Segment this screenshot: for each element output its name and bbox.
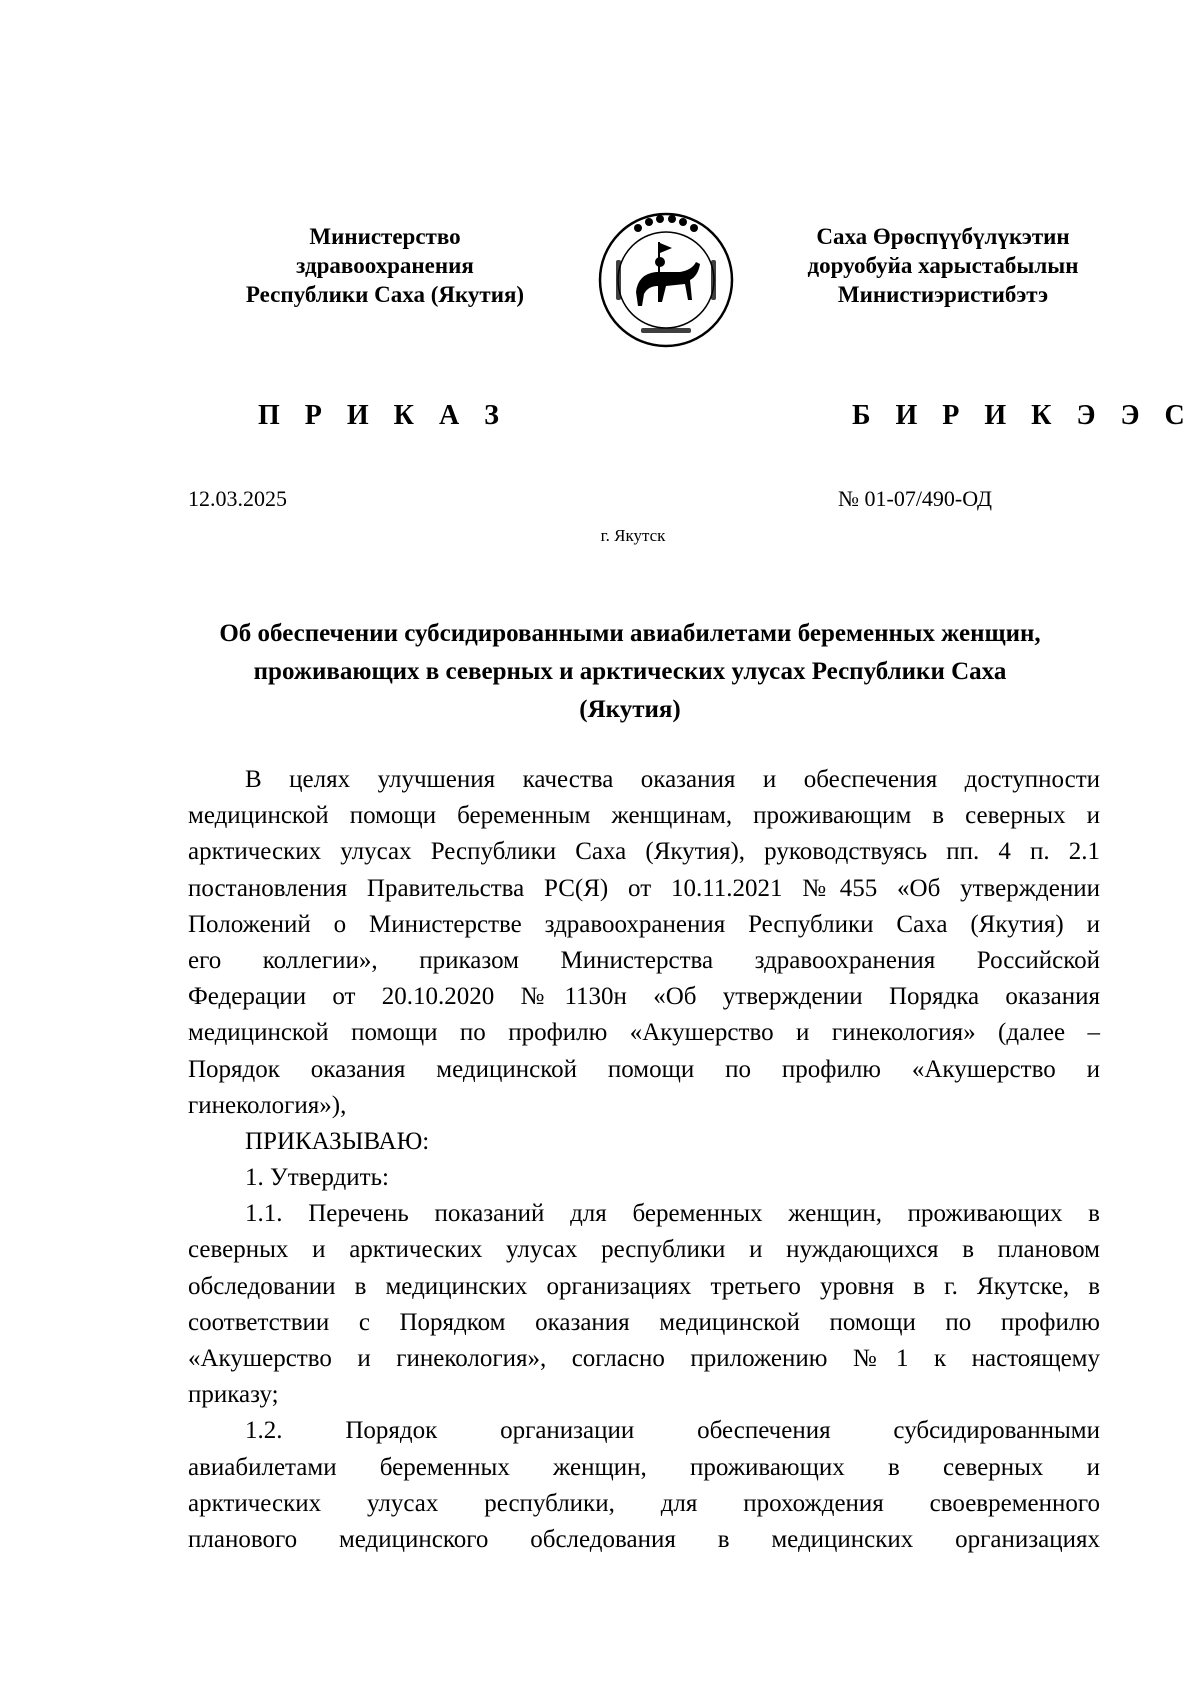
- text-line: арктических улусах Республики Саха (Якутия), руководствуясь пп. 4 п. 2.1: [188, 838, 1100, 866]
- text-line: Положений о Министерстве здравоохранения Республики Саха (Якутия) и: [188, 910, 1100, 938]
- document-title: [160, 615, 1100, 729]
- ministry-sah-line: Министиэристибэтэ: [837, 282, 1049, 307]
- item-1-2: [188, 1413, 1100, 1558]
- order-number: № 01-07/490-ОД: [838, 486, 993, 511]
- text-line: 1.2. Порядок организации обеспечения субсидированными: [245, 1417, 1100, 1445]
- ministry-sah-line: Саха Өрөспүүбүлүкэтин: [816, 224, 1070, 249]
- document-body: [188, 762, 1100, 1558]
- title-line: Об обеспечении субсидированными авиабилетами беременных женщин,: [219, 620, 1041, 647]
- text-line: приказу;: [188, 1381, 279, 1409]
- order-heading-sah: Б И Р И К Э Э С: [852, 400, 1194, 431]
- order-date: 12.03.2025: [188, 486, 287, 511]
- republic-emblem-icon: [596, 210, 736, 350]
- ministry-ru-line: Министерство: [309, 224, 461, 249]
- text-line: обследовании в медицинских организациях третьего уровня в г. Якутске, в: [188, 1272, 1100, 1300]
- text-line: медицинской помощи по профилю «Акушерство и гинекология» (далее –: [188, 1019, 1100, 1047]
- item-1: 1. Утвердить:: [245, 1164, 389, 1192]
- order-heading-ru: П Р И К А З: [258, 400, 508, 431]
- orders-word: ПРИКАЗЫВАЮ:: [245, 1127, 430, 1155]
- text-line: 1.1. Перечень показаний для беременных женщин, проживающих в: [245, 1200, 1100, 1228]
- text-line: Федерации от 20.10.2020 №1130н «Об утверждении Порядка оказания: [188, 983, 1100, 1011]
- text-line: авиабилетами беременных женщин, проживающих в северных и: [188, 1453, 1100, 1481]
- text-line: его коллегии», приказом Министерства здравоохранения Российской: [188, 946, 1100, 974]
- text-line: В целях улучшения качества оказания и обеспечения доступности: [245, 766, 1100, 793]
- text-line: планового медицинского обследования в медицинских организациях: [188, 1525, 1100, 1553]
- title-line: проживающих в северных и арктических улусах Республики Саха: [253, 658, 1007, 685]
- text-line: Порядок оказания медицинской помощи по профилю «Акушерство и: [188, 1055, 1100, 1083]
- paragraph-preamble: [188, 762, 1100, 1124]
- text-line: медицинской помощи беременным женщинам, проживающим в северных и: [188, 802, 1100, 830]
- ministry-name-ru: [220, 222, 550, 309]
- text-line: соответствии с Порядком оказания медицинской помощи по профилю: [188, 1308, 1100, 1336]
- ministry-ru-line: здравоохранения: [296, 253, 474, 278]
- ministry-ru-line: Республики Саха (Якутия): [245, 282, 525, 307]
- text-line: арктических улусах республики, для прохождения своевременного: [188, 1489, 1100, 1517]
- item-1-1: [188, 1196, 1100, 1413]
- ministry-sah-line: доруобуйа харыстабылын: [807, 253, 1079, 278]
- text-line: постановления Правительства РС(Я) от 10.11.2021 №455 «Об утверждении: [188, 874, 1100, 902]
- text-line: «Акушерство и гинекология», согласно приложению №1 к настоящему: [188, 1345, 1100, 1372]
- ministry-name-sah: [778, 222, 1108, 309]
- text-line: северных и арктических улусах республики и нуждающихся в плановом: [188, 1236, 1100, 1264]
- title-line: (Якутия): [579, 696, 681, 723]
- text-line: гинекология»),: [188, 1091, 347, 1119]
- order-city: г. Якутск: [600, 526, 666, 545]
